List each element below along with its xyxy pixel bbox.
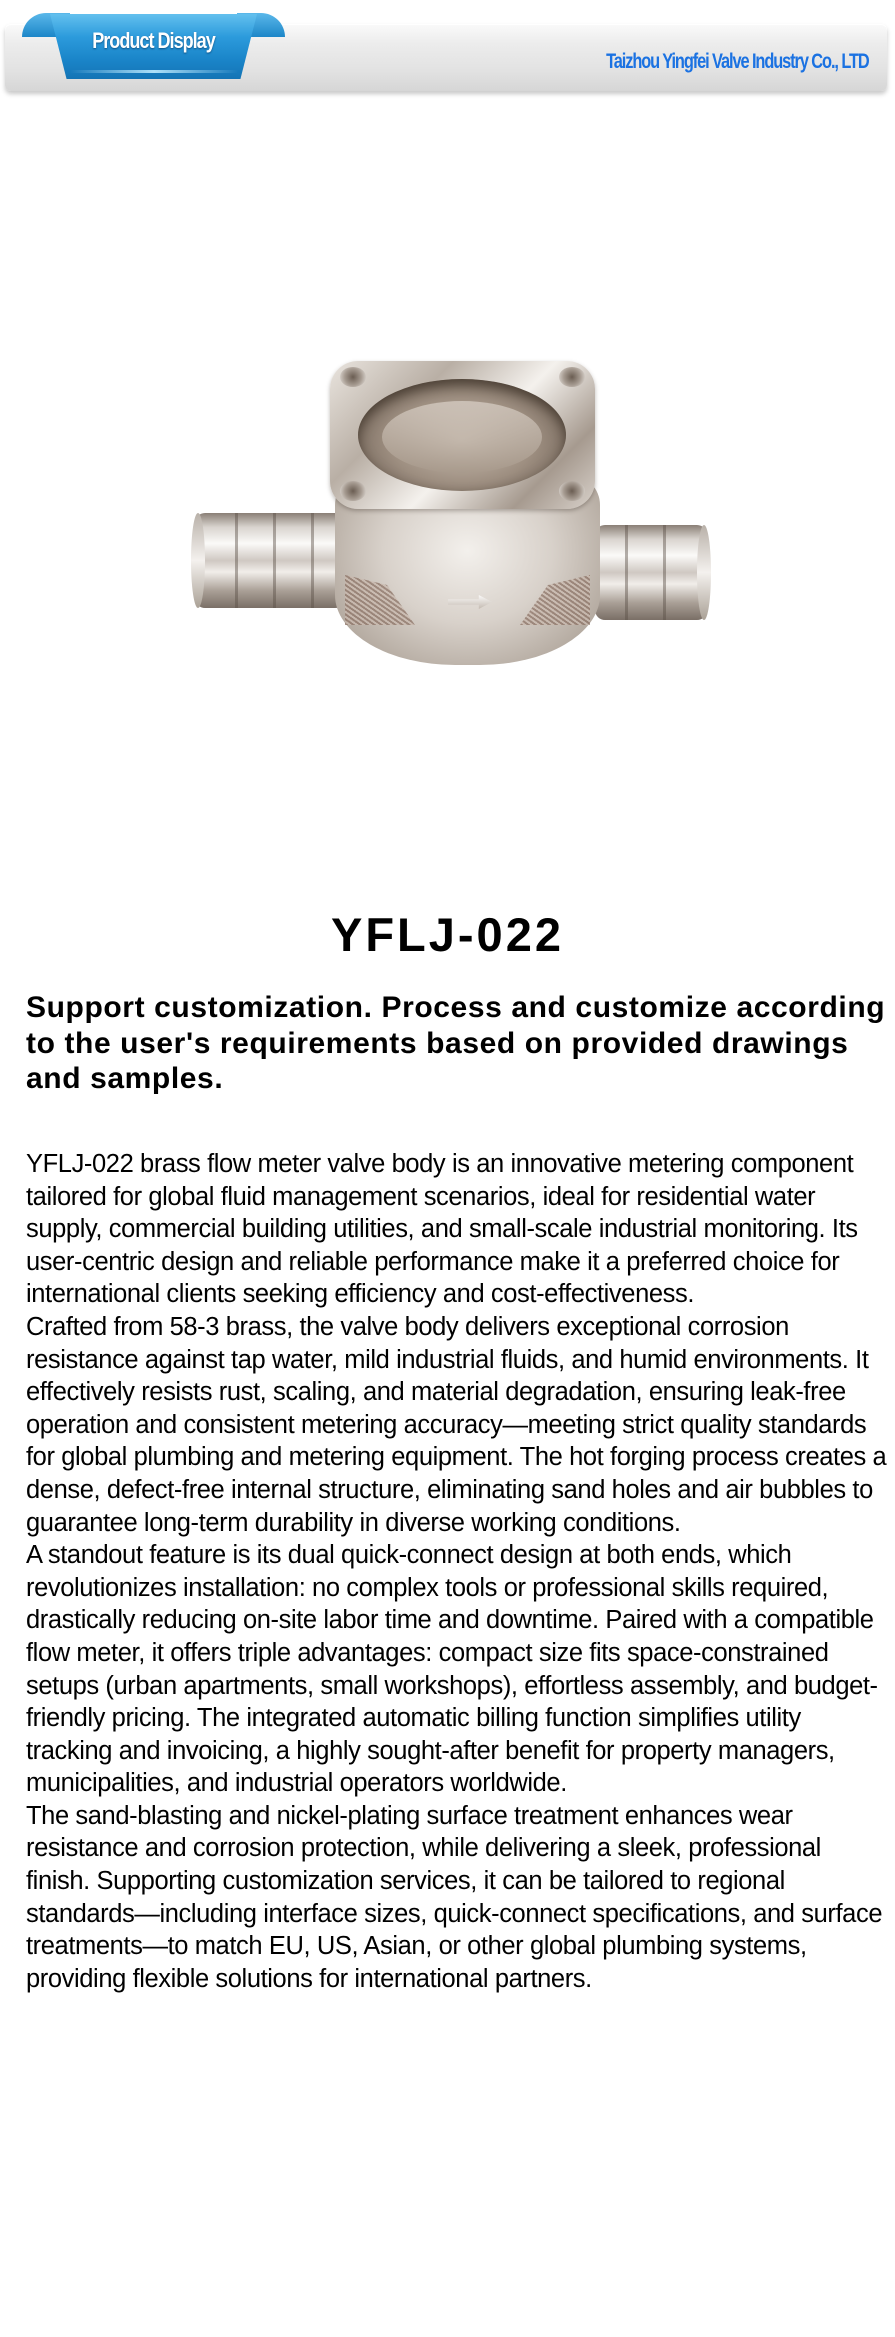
barb-ring — [663, 525, 666, 620]
bolt-hole-icon — [559, 367, 585, 387]
bolt-hole-icon — [340, 481, 366, 501]
square-flange — [330, 361, 595, 509]
barb-ring — [625, 525, 628, 620]
description-paragraph-material: Crafted from 58-3 brass, the valve body delivers exceptional corrosion resistance against tap water, mild industrial fluids, and humid environments. It effectively resists rust, scaling, and material degradation, ensuring leak-free operation and consistent metering accuracy—meeting strict quality standards for global plumbing and metering equipment. The hot forging process creates a dense, defect-free internal structure, eliminating sand holes and air bubbles to guarantee long-term durability in diverse working conditions. — [26, 1312, 887, 1537]
customization-headline: Support customization. Process and customize according to the user's requirements based on provided drawings and samples. — [26, 991, 886, 1095]
pipe-end — [191, 513, 205, 608]
barb-ring — [235, 513, 238, 608]
sandblasted-area — [345, 575, 415, 625]
description-paragraph-overview: YFLJ-022 brass flow meter valve body is an innovative metering component tailored for global fluid management scenarios, ideal for residential water supply, commercial building utilities, and small-scale industrial monitoring. Its user-centric design and reliable performance make it a preferred choice for international clients seeking efficiency and cost-effectiveness. — [26, 1150, 858, 1309]
barb-ring — [273, 513, 276, 608]
pipe-end — [697, 525, 711, 620]
bolt-hole-icon — [559, 481, 585, 501]
meter-bore — [358, 379, 566, 491]
description-paragraph-surface-treatment: The sand-blasting and nickel-plating surface treatment enhances wear resistance and corrosion protection, while delivering a sleek, professional finish. Supporting customization services, it can be tailored to regional standards—including interface sizes, quick-connect specifications, and surface treatments—to match EU, US, Asian, or other global plumbing systems, providing flexible solutions for international partners. — [26, 1801, 883, 1993]
bolt-hole-icon — [340, 367, 366, 387]
description-paragraph-quick-connect: A standout feature is its dual quick-connect design at both ends, which revolutionizes installation: no complex tools or professional skills required, drastically reducing on-site labor time and downtime. Paired with a compatible flow meter, it offers triple advantages: compact size fits space-constrained setups (urban apartments, small workshops), effortless assembly, and budget-friendly pricing. The integrated automatic billing function simplifies utility tracking and invoicing, a highly sought-after benefit for property managers, municipalities, and industrial operators worldwide. — [26, 1541, 878, 1798]
product-image — [190, 355, 715, 670]
ribbon-shine — [70, 70, 238, 73]
product-description — [26, 1148, 888, 1995]
section-label: Product Display — [92, 28, 215, 53]
left-barbed-connector — [195, 513, 345, 608]
company-name: Taizhou Yingfei Valve Industry Co., LTD — [606, 50, 869, 73]
header-banner — [0, 0, 895, 100]
barb-ring — [311, 513, 314, 608]
model-title: YFLJ-022 — [331, 908, 564, 961]
bore-inner — [382, 401, 542, 473]
right-barbed-connector — [595, 525, 707, 620]
sandblasted-area — [520, 575, 590, 625]
